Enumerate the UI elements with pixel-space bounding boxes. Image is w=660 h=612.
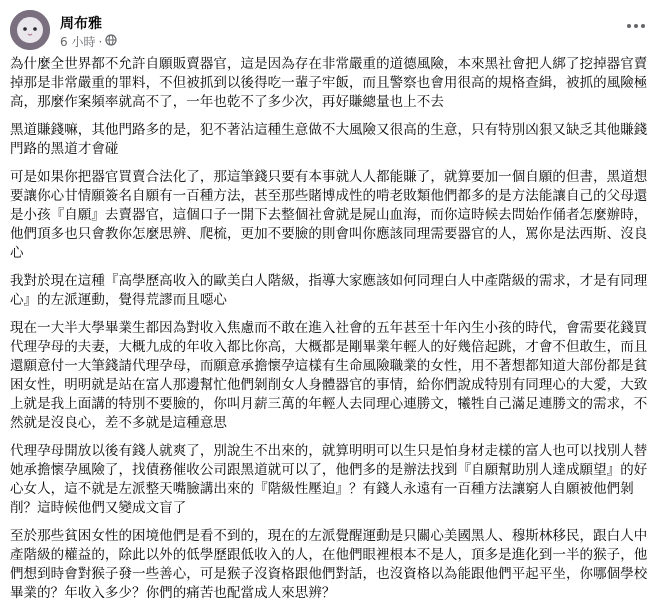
- more-options-icon[interactable]: [624, 16, 648, 36]
- post-paragraph: 我對於現在這種『高學歷高收入的歐美白人階級，指導大家應該如何同理白人中產階級的需求，才是有同理心』的左派運動，覺得荒謬而且噁心: [10, 273, 648, 308]
- post-paragraph: 至於那些貧困女性的困境他們是看不到的，現在的左派覺醒運動是只關心美國黑人、穆斯林移民，跟白人中產階級的權益的，除此以外的低學歷跟低收入的人，在他們眼裡根本不是人，頂多是進化到一半的猴子，他們想到時會對猴子發一些善心，可是猴子沒資格跟他們對話，也沒資格以為能跟他們平起平坐，你哪個學校畢業的？年收入多少？你們的痛苦也配當成人來思辨？: [10, 528, 648, 601]
- post-paragraph: 為什麼全世界都不允許自願販賣器官，這是因為存在非常嚴重的道德風險，本來黑社會把人綁了挖掉器官賣掉那是非常嚴重的罪料，不但被抓到以後得吃一輩子牢飯，而且警察也會用很高的規格查緝，被抓的風險極高，那麼作案頻率就高不了，一年也乾不了多少次，再好賺總量也上不去: [10, 56, 648, 110]
- post-paragraph: 代理孕母開放以後有錢人就爽了，別說生不出來的，就算明明可以生只是怕身材走樣的富人也可以找別人替她承擔懷孕風險了，找債務催收公司跟黑道就可以了，他們多的是辦法找到『自願幫助別人達成願望』的好心女人，這不就是左派整天嘴臉講出來的『階級性壓迫』？有錢人永遠有一百種方法讓窮人自願被他們剝削？這時候他們又變成文盲了: [10, 443, 648, 516]
- post-meta: [60, 33, 117, 50]
- avatar[interactable]: [10, 10, 50, 50]
- post-header: [10, 10, 650, 50]
- author-name[interactable]: 周布雅: [60, 16, 102, 32]
- avatar-image: [10, 10, 50, 50]
- post-paragraph: 現在一大半大學畢業生都因為對收入焦慮而不敢在進入社會的五年甚至十年內生小孩的時代，會需要花錢買代理孕母的夫妻，大概九成的年收入都比你高，大概都是剛畢業年輕人的好幾倍起跳，才會不但敢生，而且還願意付一大筆錢請代理孕母，而願意承擔懷孕這樣有生命風險職業的女性，用不著想都知道大部份都是貧困女性，明明就是站在富人那邊幫忙他們剝削女人身體器官的事情，給你們說成特別有同理心的大愛，大致上就是我上面講的特別不要臉的，你叫月薪三萬的年輕人去同理心連勝文，犧牲自己滿足連勝文的需求，不然就是沒良心，差不多就是這種意思: [10, 320, 648, 431]
- globe-icon: [105, 34, 117, 49]
- post-paragraph: 黑道賺錢嘛，其他門路多的是，犯不著沾這種生意做不大風險又很高的生意，只有特別凶狠又缺乏其他賺錢門路的黑道才會碰: [10, 122, 648, 157]
- post-time[interactable]: 6 小時: [60, 35, 96, 49]
- meta-separator: ·: [98, 34, 103, 49]
- post-body: [10, 55, 648, 612]
- post-paragraph: 可是如果你把器官買賣合法化了，那這筆錢只要有本事就人人都能賺了，就算要加一個自願的但書，黑道想要讓你心甘情願簽名自願有一百種方法，甚至那些賭博成性的啃老敗類他們都多的是方法能讓自己的父母還是小孩『自願』去賣器官，這個口子一開下去整個社會就是屍山血海，而你這時候去問始作俑者怎麼辦時，他們頂多也只會教你怎麼思辨、爬梳，更加不要臉的則會叫你應該同理需要器官的人，罵你是法西斯、沒良心: [10, 169, 648, 261]
